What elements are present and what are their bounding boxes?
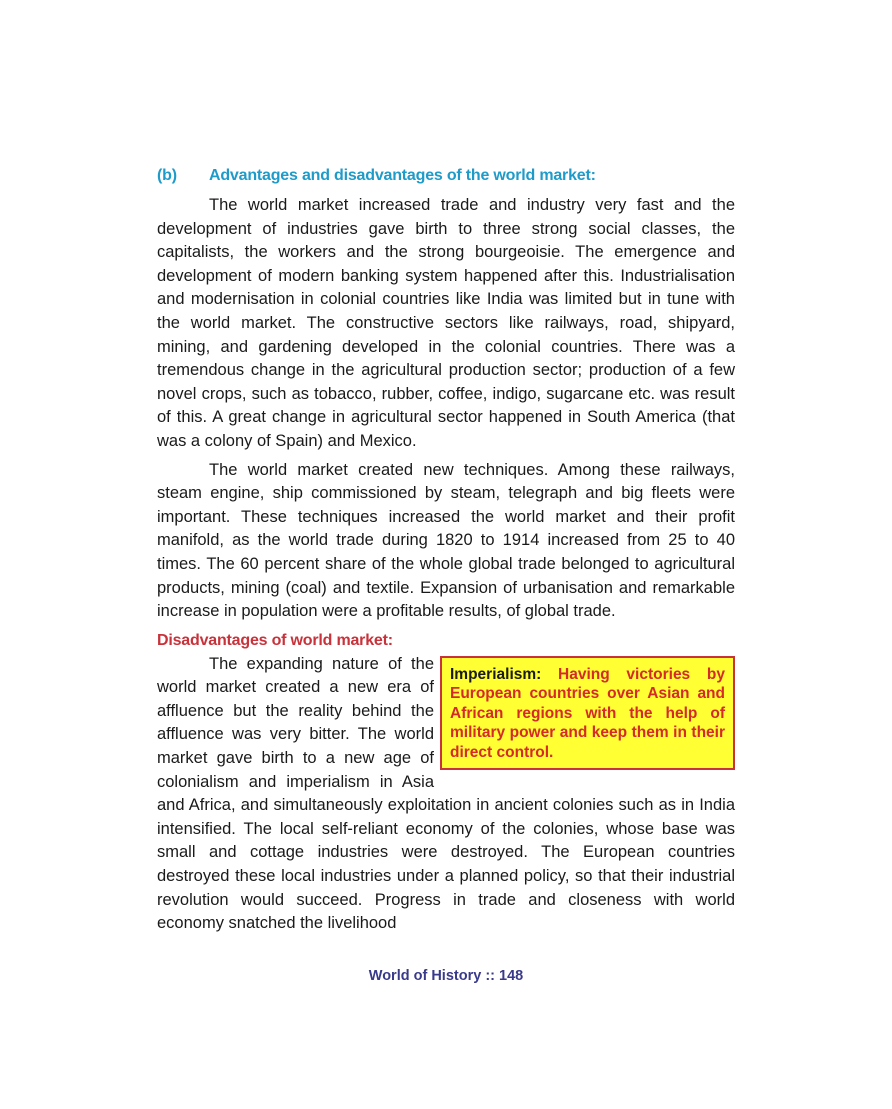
page-content [157,164,735,936]
paragraph-disadvantages: The expanding nature of the world market created a new era of affluence but the reality behind the affluence was very bitter. The world market gave birth to a new age of colonialism and imperialism in Asia and Africa, and simultaneously exploitation in ancient colonies such as in India intensified. The local self-reliant economy of the colonies, whose base was small and cottage industries were destroyed. The European countries destroyed these local industries under a planned policy, so that their industrial revolution would succeed. Progress in trade and closeness with world economy snatched the livelihood [157,654,735,933]
callout-definition: Having victories by European countries over Asian and African regions with the help of military power and keep them in their direct control. [450,665,725,761]
section-title: Advantages and disadvantages of the world market: [209,167,596,184]
imperialism-definition-box [440,656,735,771]
section-heading [157,164,735,188]
paragraph-advantages-1: The world market increased trade and industry very fast and the development of industries gave birth to three strong social classes, the capitalists, the workers and the strong bourgeoisie. The emergence and development of modern banking system happened after this. Industrialisation and modernisation in colonial countries like India was limited but in tune with the world market. The constructive sectors like railways, road, shipyard, mining, and gardening developed in the colonial countries. There was a tremendous change in the agricultural production sector; production of a few novel crops, such as tobacco, rubber, coffee, indigo, sugarcane etc. was result of this. A great change in agricultural sector happened in South America (that was a colony of Spain) and Mexico. [157,196,735,450]
disadvantages-subheading: Disadvantages of world market: [157,631,393,649]
page-footer: World of History :: 148 [368,968,524,984]
callout-term: Imperialism: [450,665,542,683]
section-number: (b) [157,167,177,184]
paragraph-advantages-2: The world market created new techniques. Among these railways, steam engine, ship commissioned by steam, telegraph and big fleets were important. These techniques increased the world market and their profit manifold, as the world trade during 1820 to 1914 increased from 25 to 40 times. The 60 percent share of the whole global trade belonged to agricultural products, mining (coal) and textile. Expansion of urbanisation and remarkable increase in population were a profitable results, of global trade. [157,460,735,621]
